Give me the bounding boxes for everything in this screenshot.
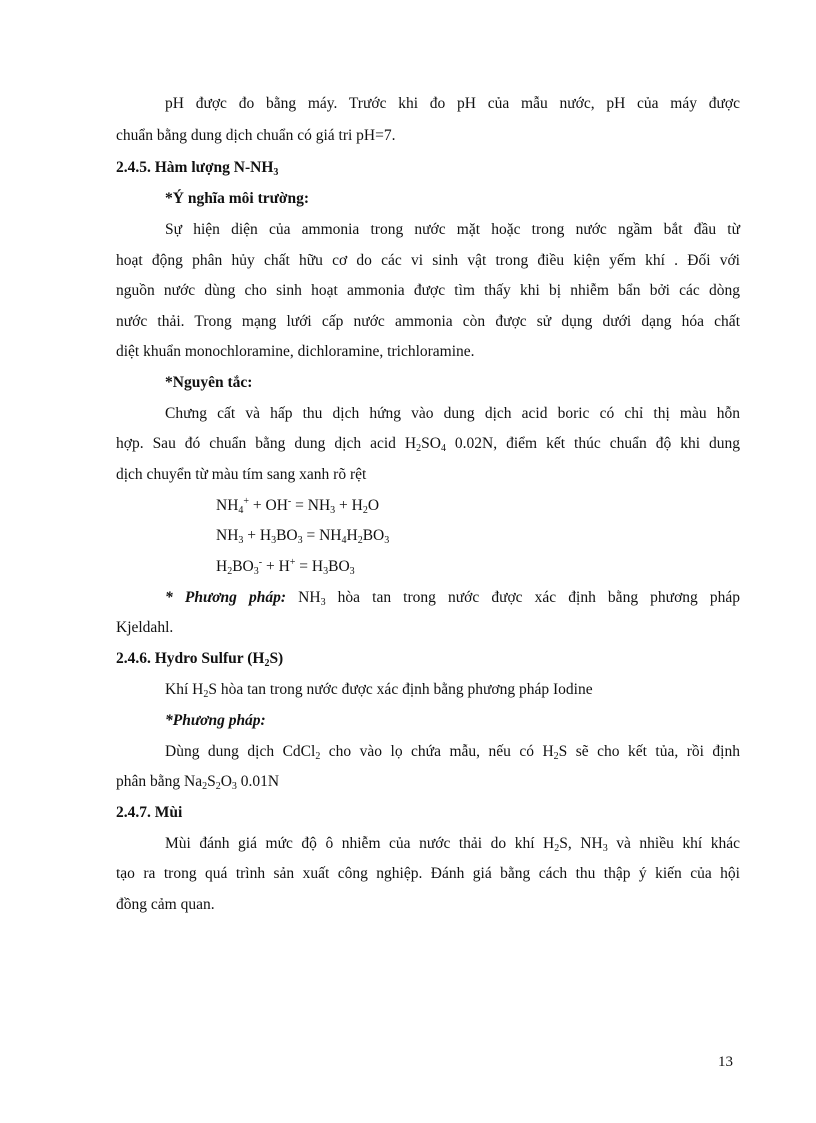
meaning-line3: nguồn nước dùng cho sinh hoạt ammonia được tìm thấy khi bị nhiễm bẩn bởi các dòng xyxy=(116,282,740,299)
principle-line2: hợp. Sau đó chuẩn bằng dung dịch acid $H_2SO_4$ 0.02N, điểm kết thúc chuẩn độ khi dung xyxy=(116,435,741,454)
paragraph-ph-line2: chuẩn bằng dung dịch chuẩn có giá tri pH=7. xyxy=(116,127,396,144)
h2s-method-line2: phân bằng $Na_2S_2O_3$ 0.01N xyxy=(116,773,280,792)
section-heading-2-4-6: 2.4.6. Hydro Sulfur $(H_2S)$ xyxy=(116,650,284,669)
method-line2: Kjeldahl. xyxy=(116,619,174,636)
subheading-principle: *Nguyên tắc: xyxy=(165,374,253,391)
principle-line3: dịch chuyển từ màu tím sang xanh rõ rệt xyxy=(116,466,367,483)
page-number: 13 xyxy=(718,1054,733,1070)
odor-line2: tạo ra trong quá trình sản xuất công nghiệp. Đánh giá bằng cách thu thập ý kiến của hội xyxy=(116,865,740,882)
method-line1: * Phương pháp: $NH_3$ hòa tan trong nước được xác định bằng phương pháp xyxy=(165,589,740,608)
meaning-line5: diệt khuẩn monochloramine, dichloramine, trichloramine. xyxy=(116,343,475,360)
meaning-line1: Sự hiện diện của ammonia trong nước mặt hoặc trong nước ngầm bắt đầu từ xyxy=(165,221,740,238)
equation-2: $NH_3 + H_3BO_3 = NH_4H_2BO_3$ xyxy=(216,527,390,546)
section-heading-2-4-5: 2.4.5. Hàm lượng $N-NH_3$ xyxy=(116,159,279,178)
odor-line3: đồng cảm quan. xyxy=(116,896,215,913)
section-heading-2-4-7: 2.4.7. Mùi xyxy=(116,804,183,821)
equation-3: $H_2BO_3^- + H^+ = H_3BO_3$ xyxy=(216,557,355,577)
odor-line1: Mùi đánh giá mức độ ô nhiễm của nước thải do khí $H_2S$, $NH_3$ và nhiều khí khác xyxy=(165,835,740,854)
meaning-line2: hoạt động phân hủy chất hữu cơ do các vi sinh vật trong điều kiện yếm khí . Đối với xyxy=(116,252,740,269)
principle-line1: Chưng cất và hấp thu dịch hứng vào dung dịch acid boric có chỉ thị màu hỗn xyxy=(165,405,740,422)
meaning-line4: nước thải. Trong mạng lưới cấp nước ammonia còn được sử dụng dưới dạng hóa chất xyxy=(116,313,740,330)
subheading-meaning: *Ý nghĩa môi trường: xyxy=(165,190,310,207)
equation-1: $NH_4^+ + OH^- = NH_3 + H_2O$ xyxy=(216,496,380,516)
subheading-method-h2s: *Phương pháp: xyxy=(165,712,266,729)
paragraph-ph-line1: pH được đo bằng máy. Trước khi đo pH của mẫu nước, pH của máy được xyxy=(165,95,740,112)
h2s-intro: Khí $H_2S$ hòa tan trong nước được xác định bằng phương pháp Iodine xyxy=(165,681,593,700)
h2s-method-line1: Dùng dung dịch CdCl$_2$ cho vào lọ chứa mẫu, nếu có $H_2S$ sẽ cho kết tủa, rồi định xyxy=(165,743,740,762)
